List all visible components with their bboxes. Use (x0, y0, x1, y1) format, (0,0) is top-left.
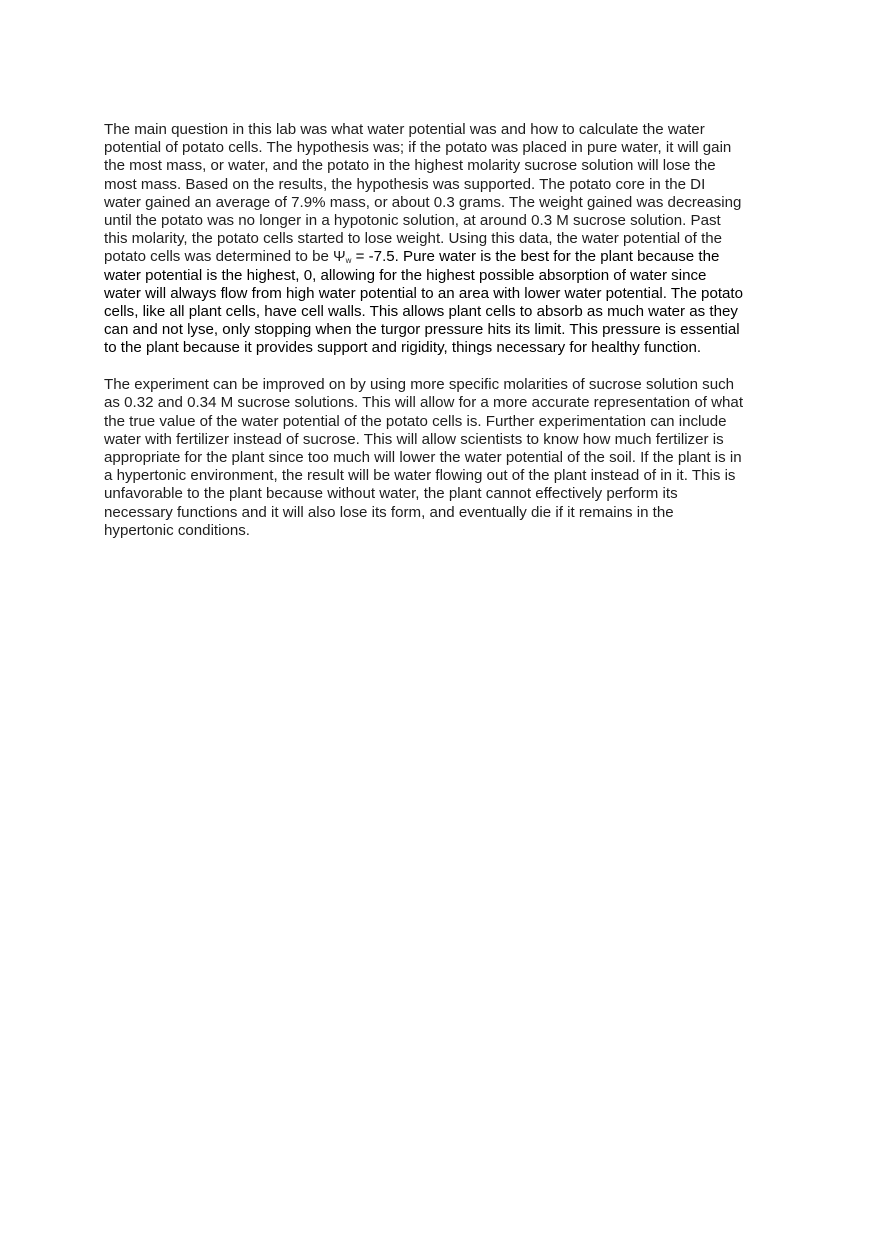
text-line: this molarity, the potato cells started to lose weight. Using this data, the water potential of the (104, 230, 723, 248)
text-line: a hypertonic environment, the result will be water flowing out of the plant instead of in it. This is (104, 467, 736, 485)
text-line: water with fertilizer instead of sucrose. This will allow scientists to know how much fertilizer is (104, 430, 724, 448)
text-line: hypertonic conditions. (104, 521, 250, 539)
text-line: the true value of the water potential of the potato cells is. Further experimentation can include (104, 412, 727, 430)
formula-text-before: potato cells was determined to be Ψ (104, 248, 346, 266)
text-line: unfavorable to the plant because without water, the plant cannot effectively perform its (104, 485, 678, 503)
text-line: as 0.32 and 0.34 M sucrose solutions. This will allow for a more accurate representation of what (104, 394, 744, 412)
formula-subscript: w (345, 256, 352, 266)
text-line: until the potato was no longer in a hypotonic solution, at around 0.3 M sucrose solution. Past (104, 212, 721, 230)
text-line: The experiment can be improved on by using more specific molarities of sucrose solution such (104, 376, 735, 394)
text-line: necessary functions and it will also lose its form, and eventually die if it remains in the (104, 503, 674, 521)
text-line: cells, like all plant cells, have cell walls. This allows plant cells to absorb as much water as they (104, 303, 738, 321)
formula-line (104, 248, 784, 266)
document-body (104, 121, 784, 540)
text-line: potential of potato cells. The hypothesis was; if the potato was placed in pure water, it will gain (104, 139, 732, 157)
text-line: most mass. Based on the results, the hypothesis was supported. The potato core in the DI (104, 175, 706, 193)
paragraph-conclusion (104, 121, 784, 358)
text-line: water will always flow from high water potential to an area with lower water potential. The potato (104, 284, 744, 302)
text-line: water potential is the highest, 0, allowing for the highest possible absorption of water since (104, 266, 707, 284)
text-line: to the plant because it provides support and rigidity, things necessary for healthy function. (104, 339, 702, 357)
paragraph-improvements (104, 376, 784, 540)
formula-text-after: = -7.5. Pure water is the best for the plant because the (351, 248, 720, 266)
text-line: water gained an average of 7.9% mass, or about 0.3 grams. The weight gained was decreasing (104, 193, 742, 211)
text-line: The main question in this lab was what water potential was and how to calculate the water (104, 121, 705, 138)
text-line: appropriate for the plant since too much will lower the water potential of the soil. If the plant is in (104, 449, 742, 467)
text-line: can and not lyse, only stopping when the turgor pressure hits its limit. This pressure is essential (104, 321, 740, 339)
text-line: the most mass, or water, and the potato in the highest molarity sucrose solution will lose the (104, 157, 716, 175)
